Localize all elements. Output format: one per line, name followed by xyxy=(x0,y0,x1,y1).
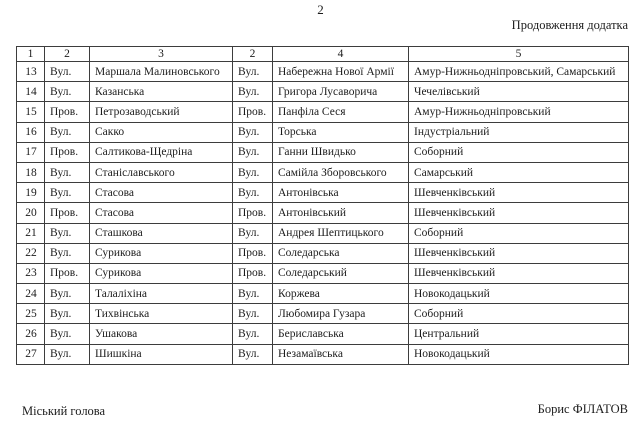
cell-new-name: Набережна Нової Армії xyxy=(273,62,409,82)
cell-new-type: Пров. xyxy=(233,243,273,263)
signature-name: Борис ФІЛАТОВ xyxy=(537,402,628,416)
column-header: 3 xyxy=(90,47,233,62)
cell-district: Шевченківський xyxy=(409,263,629,283)
column-header: 5 xyxy=(409,47,629,62)
cell-new-name: Антонівський xyxy=(273,203,409,223)
cell-new-type: Пров. xyxy=(233,263,273,283)
cell-old-name: Салтикова-Щедріна xyxy=(90,142,233,162)
cell-new-type: Вул. xyxy=(233,62,273,82)
table-row xyxy=(17,142,629,162)
cell-row-number: 17 xyxy=(17,142,45,162)
cell-district: Індустріальний xyxy=(409,122,629,142)
cell-old-type: Вул. xyxy=(45,344,90,364)
cell-new-name: Григора Лусаворича xyxy=(273,82,409,102)
cell-old-type: Пров. xyxy=(45,142,90,162)
cell-old-type: Вул. xyxy=(45,62,90,82)
cell-old-name: Станіславського xyxy=(90,162,233,182)
cell-old-type: Пров. xyxy=(45,102,90,122)
cell-new-type: Вул. xyxy=(233,82,273,102)
table-row xyxy=(17,284,629,304)
table-row xyxy=(17,304,629,324)
cell-new-type: Вул. xyxy=(233,183,273,203)
cell-district: Шевченківський xyxy=(409,183,629,203)
table-row xyxy=(17,82,629,102)
table-row xyxy=(17,62,629,82)
cell-row-number: 22 xyxy=(17,243,45,263)
cell-district: Соборний xyxy=(409,142,629,162)
cell-new-type: Вул. xyxy=(233,223,273,243)
cell-district: Амур-Нижньодніпровський xyxy=(409,102,629,122)
cell-row-number: 13 xyxy=(17,62,45,82)
cell-old-type: Вул. xyxy=(45,82,90,102)
table-row xyxy=(17,223,629,243)
cell-old-type: Вул. xyxy=(45,284,90,304)
cell-district: Новокодацький xyxy=(409,284,629,304)
table-row xyxy=(17,162,629,182)
appendix-continuation-label: Продовження додатка xyxy=(511,18,628,32)
cell-new-name: Ганни Швидько xyxy=(273,142,409,162)
table-row xyxy=(17,344,629,364)
streets-rename-table xyxy=(16,46,629,365)
cell-old-name: Сурикова xyxy=(90,263,233,283)
table-row xyxy=(17,102,629,122)
cell-row-number: 19 xyxy=(17,183,45,203)
cell-new-name: Самійла Зборовського xyxy=(273,162,409,182)
cell-new-name: Соледарська xyxy=(273,243,409,263)
cell-district: Шевченківський xyxy=(409,243,629,263)
cell-district: Шевченківський xyxy=(409,203,629,223)
cell-old-name: Сакко xyxy=(90,122,233,142)
table-row xyxy=(17,122,629,142)
cell-district: Самарський xyxy=(409,162,629,182)
cell-new-name: Коржева xyxy=(273,284,409,304)
cell-new-name: Торська xyxy=(273,122,409,142)
cell-row-number: 26 xyxy=(17,324,45,344)
cell-new-type: Пров. xyxy=(233,203,273,223)
cell-new-type: Вул. xyxy=(233,324,273,344)
table-row xyxy=(17,203,629,223)
cell-new-type: Вул. xyxy=(233,162,273,182)
signature-title: Міський голова xyxy=(22,404,106,418)
cell-new-type: Вул. xyxy=(233,344,273,364)
cell-old-type: Вул. xyxy=(45,304,90,324)
cell-row-number: 27 xyxy=(17,344,45,364)
cell-new-type: Вул. xyxy=(233,284,273,304)
cell-new-name: Бериславська xyxy=(273,324,409,344)
cell-old-name: Сурикова xyxy=(90,243,233,263)
cell-old-name: Маршала Малиновського xyxy=(90,62,233,82)
cell-old-name: Талаліхіна xyxy=(90,284,233,304)
column-header: 2 xyxy=(233,47,273,62)
table-row xyxy=(17,324,629,344)
cell-new-name: Андрея Шептицького xyxy=(273,223,409,243)
cell-row-number: 14 xyxy=(17,82,45,102)
cell-old-name: Ушакова xyxy=(90,324,233,344)
table-row xyxy=(17,183,629,203)
cell-new-name: Антонівська xyxy=(273,183,409,203)
cell-new-type: Пров. xyxy=(233,102,273,122)
cell-new-name: Любомира Гузара xyxy=(273,304,409,324)
cell-district: Новокодацький xyxy=(409,344,629,364)
cell-old-type: Вул. xyxy=(45,122,90,142)
cell-new-name: Панфіла Сеся xyxy=(273,102,409,122)
cell-old-type: Вул. xyxy=(45,223,90,243)
column-header: 4 xyxy=(273,47,409,62)
cell-row-number: 24 xyxy=(17,284,45,304)
cell-district: Центральний xyxy=(409,324,629,344)
cell-district: Амур-Нижньодніпровський, Самарський xyxy=(409,62,629,82)
cell-new-name: Незамаївська xyxy=(273,344,409,364)
cell-new-type: Вул. xyxy=(233,122,273,142)
cell-old-name: Шишкіна xyxy=(90,344,233,364)
cell-row-number: 18 xyxy=(17,162,45,182)
cell-old-name: Тихвінська xyxy=(90,304,233,324)
column-header: 1 xyxy=(17,47,45,62)
cell-new-type: Вул. xyxy=(233,142,273,162)
cell-old-name: Казанська xyxy=(90,82,233,102)
cell-old-type: Вул. xyxy=(45,243,90,263)
cell-old-name: Петрозаводський xyxy=(90,102,233,122)
cell-old-type: Вул. xyxy=(45,324,90,344)
table-row xyxy=(17,243,629,263)
cell-district: Соборний xyxy=(409,304,629,324)
cell-old-type: Вул. xyxy=(45,162,90,182)
column-header: 2 xyxy=(45,47,90,62)
cell-row-number: 21 xyxy=(17,223,45,243)
cell-row-number: 16 xyxy=(17,122,45,142)
cell-new-name: Соледарський xyxy=(273,263,409,283)
cell-old-type: Вул. xyxy=(45,183,90,203)
table-row xyxy=(17,263,629,283)
cell-old-name: Стасова xyxy=(90,183,233,203)
cell-new-type: Вул. xyxy=(233,304,273,324)
page-number: 2 xyxy=(317,2,324,17)
cell-district: Чечелівський xyxy=(409,82,629,102)
cell-row-number: 23 xyxy=(17,263,45,283)
cell-old-name: Сташкова xyxy=(90,223,233,243)
table-header-row xyxy=(17,47,629,62)
cell-row-number: 20 xyxy=(17,203,45,223)
cell-row-number: 15 xyxy=(17,102,45,122)
cell-old-type: Пров. xyxy=(45,263,90,283)
cell-district: Соборний xyxy=(409,223,629,243)
cell-old-type: Пров. xyxy=(45,203,90,223)
cell-row-number: 25 xyxy=(17,304,45,324)
cell-old-name: Стасова xyxy=(90,203,233,223)
